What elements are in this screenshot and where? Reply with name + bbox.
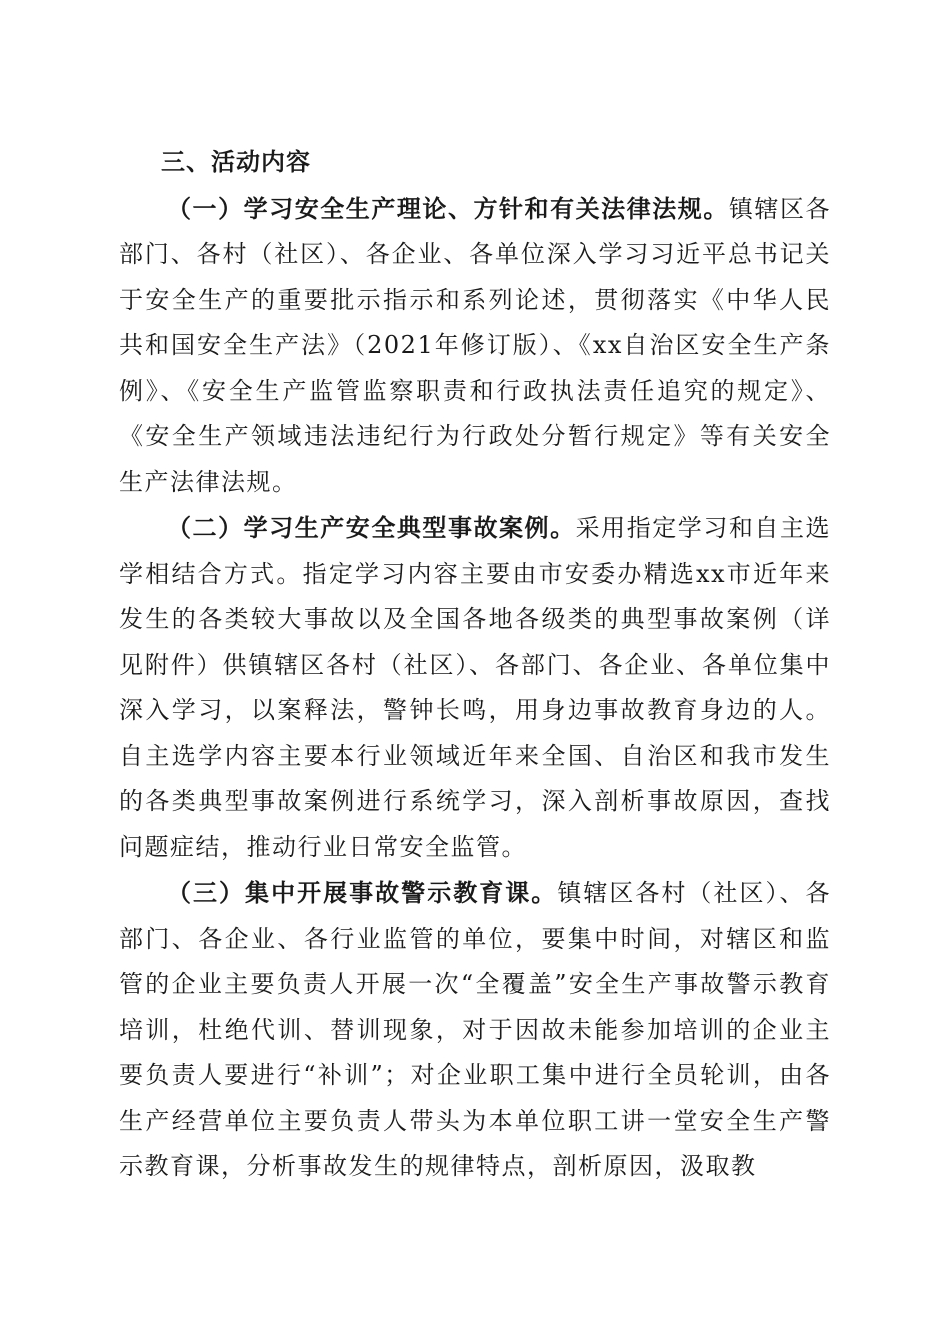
paragraph-1-text: 镇辖区各部门、各村（社区）、各企业、各单位深入学习习近平总书记关于安全生产的重要批示指示和系列论述，贯彻落实《中华人民共和国安全生产法》（2021年修订版）、《xx自治区安全生产条例》、《安全生产监管监察职责和行政执法责任追究的规定》、《安全生产领域违法违纪行为行政处分暂行规定》等有关安全生产法律法规。 — [119, 194, 832, 496]
paragraph-3-heading: （三）集中开展事故警示教育课。 — [167, 878, 558, 907]
paragraph-2-heading: （二）学习生产安全典型事故案例。 — [167, 513, 576, 542]
paragraph-2-text: 采用指定学习和自主选学相结合方式。指定学习内容主要由市安委办精选xx市近年来发生的各类较大事故以及全国各地各级类的典型事故案例（详见附件）供镇辖区各村（社区）、各部门、各企业、各单位集中深入学习，以案释法，警钟长鸣，用身边事故教育身边的人。自主选学内容主要本行业领域近年来全国、自治区和我市发生的各类典型事故案例进行系统学习，深入剖析事故原因，查找问题症结，推动行业日常安全监管。 — [119, 514, 831, 861]
paragraph-1-heading: （一）学习安全生产理论、方针和有关法律法规。 — [167, 193, 729, 223]
paragraph-2 — [119, 505, 831, 870]
section-title: 三、活动内容 — [161, 148, 311, 176]
paragraph-3 — [119, 870, 831, 1190]
document-body — [119, 140, 831, 1190]
paragraph-3-text: 镇辖区各村（社区）、各部门、各企业、各行业监管的单位，要集中时间，对辖区和监管的企业主要负责人开展一次“全覆盖”安全生产事故警示教育培训，杜绝代训、替训现象，对于因故未能参加培训的企业主要负责人要进行“补训”；对企业职工集中进行全员轮训，由各生产经营单位主要负责人带头为本单位职工讲一堂安全生产警示教育课，分析事故发生的规律特点，剖析原因，汲取教 — [119, 879, 832, 1180]
paragraph-1 — [119, 186, 831, 506]
